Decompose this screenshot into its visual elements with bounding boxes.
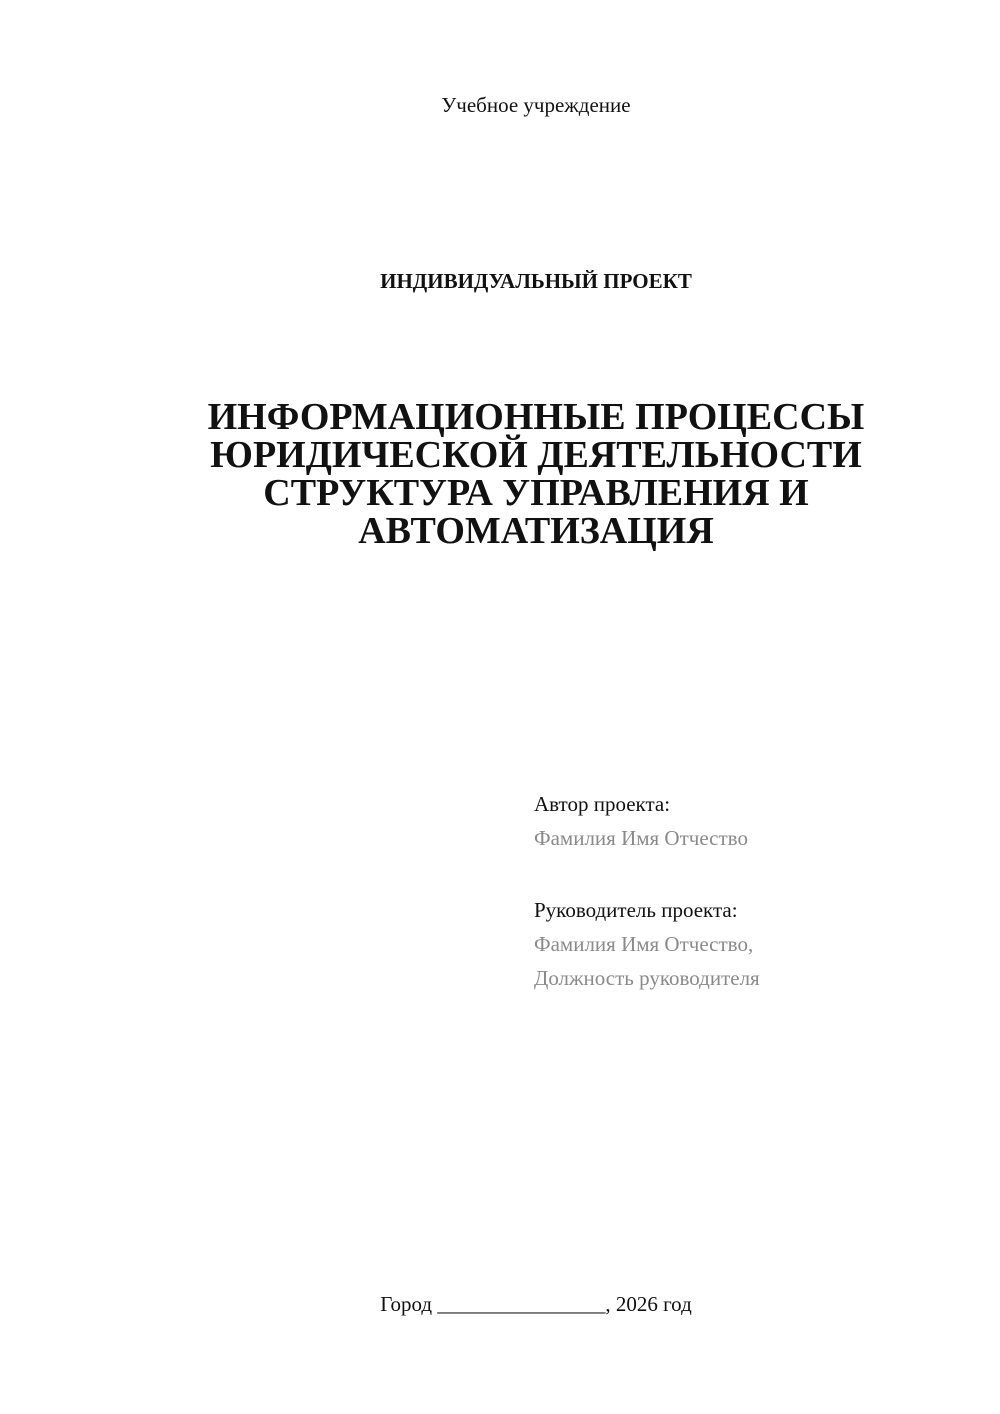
project-title [150,398,922,550]
institution-name: Учебное учреждение [441,93,631,117]
author-name: Фамилия Имя Отчество [534,826,748,850]
title-line: АВТОМАТИЗАЦИЯ [358,510,714,552]
author-label: Автор проекта: [534,792,671,816]
document-type: ИНДИВИДУАЛЬНЫЙ ПРОЕКТ [380,269,692,293]
supervisor-label: Руководитель проекта: [534,898,738,922]
supervisor-name: Фамилия Имя Отчество, [534,932,754,956]
supervisor-position: Должность руководителя [534,966,760,990]
city-year-footer: Город ________________, 2026 год [380,1292,692,1316]
title-line: ЮРИДИЧЕСКОЙ ДЕЯТЕЛЬНОСТИ [210,434,862,476]
title-line: СТРУКТУРА УПРАВЛЕНИЯ И [263,472,809,514]
title-line: ИНФОРМАЦИОННЫЕ ПРОЦЕССЫ [207,396,865,438]
author-block [534,787,974,855]
supervisor-block [534,893,974,995]
